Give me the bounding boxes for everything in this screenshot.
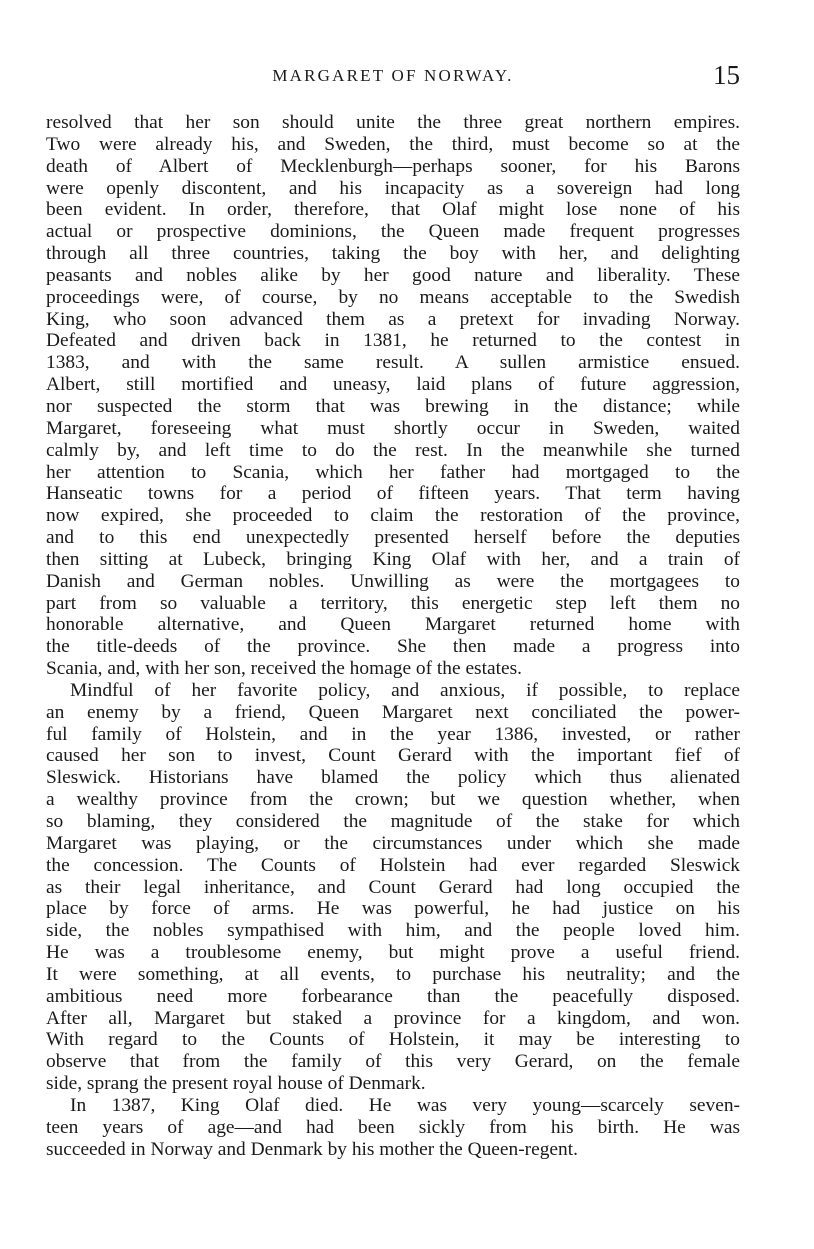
text-line: Hanseatic towns for a period of fifteen years. That term having	[46, 483, 740, 505]
running-title: MARGARET OF NORWAY.	[272, 66, 514, 85]
text-line: 1383, and with the same result. A sullen armistice ensued.	[46, 352, 740, 374]
running-head	[46, 60, 740, 96]
text-line: After all, Margaret but staked a province for a kingdom, and won.	[46, 1007, 740, 1029]
text-line: and to this end unexpectedly presented herself before the deputies	[46, 527, 740, 549]
text-line: part from so valuable a territory, this energetic step left them no	[46, 592, 740, 614]
text-line: observe that from the family of this very Gerard, on the female	[46, 1051, 740, 1073]
text-line: Margaret was playing, or the circumstances under which she made	[46, 832, 740, 854]
text-line: calmly by, and left time to do the rest. In the meanwhile she turned	[46, 439, 740, 461]
text-line: resolved that her son should unite the three great northern empires.	[46, 112, 740, 133]
text-line: Albert, still mortified and uneasy, laid plans of future aggression,	[46, 374, 740, 396]
text-line: been evident. In order, therefore, that Olaf might lose none of his	[46, 199, 740, 221]
text-line: peasants and nobles alike by her good nature and liberality. These	[46, 264, 740, 286]
text-line: side, sprang the present royal house of Denmark.	[46, 1073, 426, 1095]
text-line: Danish and German nobles. Unwilling as were the mortgagees to	[46, 570, 740, 592]
text-line: Sleswick. Historians have blamed the policy which thus alienated	[46, 767, 740, 789]
text-line: succeeded in Norway and Denmark by his mother the Queen-regent.	[46, 1138, 578, 1160]
text-line: ambitious need more forbearance than the peacefully disposed.	[46, 985, 740, 1007]
text-line: the concession. The Counts of Holstein had ever regarded Sleswick	[46, 854, 740, 876]
text-line: Scania, and, with her son, received the homage of the estates.	[46, 658, 522, 680]
text-line: so blaming, they considered the magnitude of the stake for which	[46, 811, 740, 832]
text-line: With regard to the Counts of Holstein, it may be interesting to	[46, 1029, 740, 1051]
text-line: Mindful of her favorite policy, and anxious, if possible, to replace	[70, 679, 740, 701]
text-line: He was a troublesome enemy, but might prove a useful friend.	[46, 942, 740, 964]
text-line: side, the nobles sympathised with him, and the people loved him.	[46, 920, 740, 942]
text-line: place by force of arms. He was powerful, he had justice on his	[46, 898, 740, 920]
text-line: In 1387, King Olaf died. He was very young—scarcely seven-	[70, 1094, 740, 1116]
text-line: death of Albert of Mecklenburgh—perhaps sooner, for his Barons	[46, 155, 740, 177]
text-line: nor suspected the storm that was brewing in the distance; while	[46, 395, 740, 417]
text-line: teen years of age—and had been sickly from his birth. He was	[46, 1116, 740, 1138]
text-line: proceedings were, of course, by no means acceptable to the Swedish	[46, 286, 740, 308]
text-line: actual or prospective dominions, the Queen made frequent progresses	[46, 221, 740, 243]
text-line: Two were already his, and Sweden, the third, must become so at the	[46, 133, 740, 155]
text-line: then sitting at Lubeck, bringing King Olaf with her, and a train of	[46, 548, 740, 570]
text-line: honorable alternative, and Queen Margaret returned home with	[46, 614, 740, 636]
text-line: the title-deeds of the province. She then made a progress into	[46, 636, 740, 658]
text-line: now expired, she proceeded to claim the restoration of the province,	[46, 505, 740, 527]
text-line: were openly discontent, and his incapacity as a sovereign had long	[46, 177, 740, 199]
text-line: Margaret, foreseeing what must shortly occur in Sweden, waited	[46, 417, 740, 439]
text-line: caused her son to invest, Count Gerard with the important fief of	[46, 745, 740, 767]
paragraph	[46, 680, 740, 1095]
text-line: King, who soon advanced them as a pretext for invading Norway.	[46, 308, 740, 330]
text-line: a wealthy province from the crown; but we question whether, when	[46, 789, 740, 811]
text-line: her attention to Scania, which her father had mortgaged to the	[46, 461, 740, 483]
text-line: an enemy by a friend, Queen Margaret next conciliated the power-	[46, 701, 740, 723]
paragraph	[46, 112, 740, 680]
text-line: ful family of Holstein, and in the year 1386, invested, or rather	[46, 723, 740, 745]
text-line: through all three countries, taking the boy with her, and delighting	[46, 243, 740, 265]
text-line: It were something, at all events, to purchase his neutrality; and the	[46, 963, 740, 985]
paragraph	[46, 1095, 740, 1161]
text-line: as their legal inheritance, and Count Gerard had long occupied the	[46, 876, 740, 898]
text-line: Defeated and driven back in 1381, he returned to the contest in	[46, 330, 740, 352]
body-text	[46, 112, 740, 1161]
page-number: 15	[713, 60, 740, 90]
